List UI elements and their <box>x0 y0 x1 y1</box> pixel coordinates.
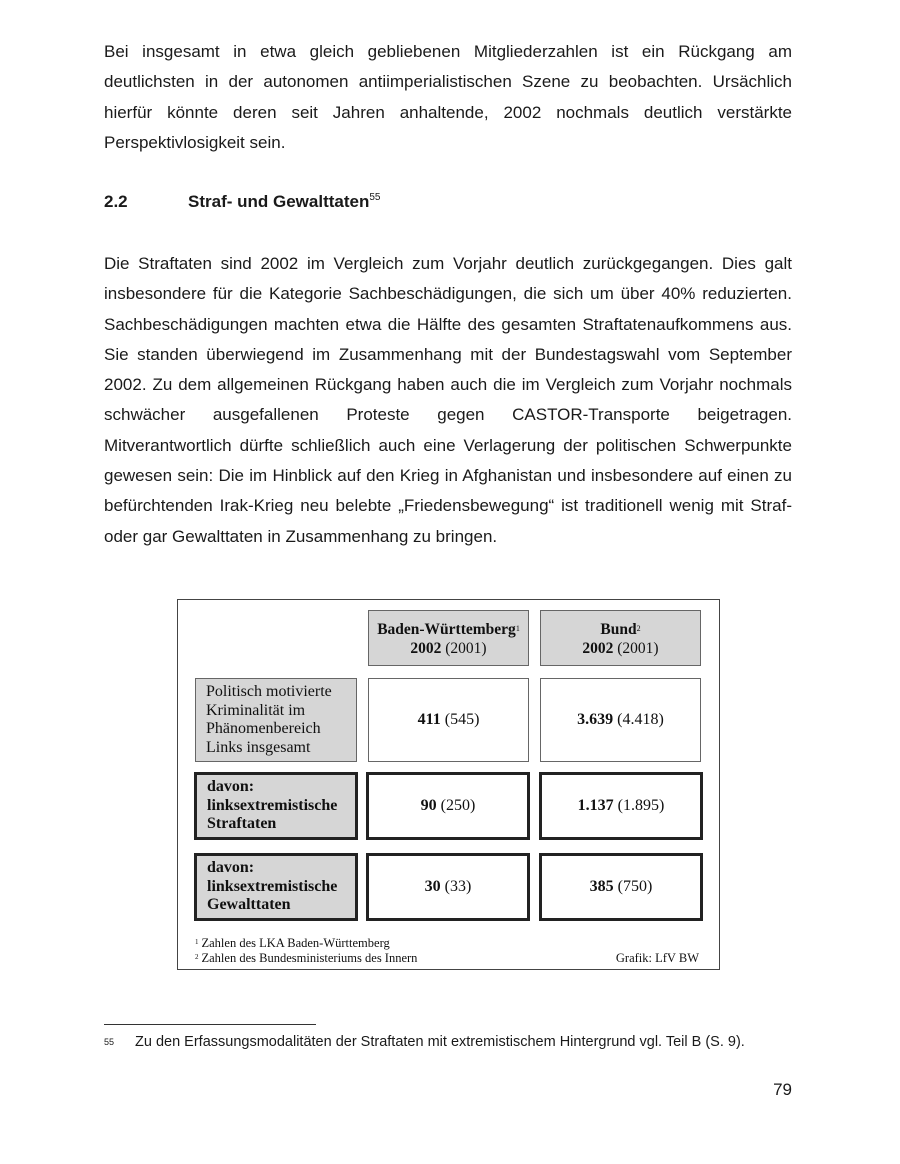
cell-bw-straftaten <box>366 772 530 840</box>
column-header-bund <box>540 610 701 666</box>
column-name: Baden-Württemberg <box>377 621 516 638</box>
row-label-line: Gewalttaten <box>207 896 291 913</box>
cell-bw-gewalttaten <box>366 853 530 921</box>
column-header-bw <box>368 610 529 666</box>
footnote-text: Zu den Erfassungsmodalitäten der Straftaten mit extremistischem Hintergrund vgl. Teil B (S. 9). <box>135 1034 745 1050</box>
row-label-total <box>195 678 357 762</box>
cell-value: 411 <box>417 711 441 728</box>
cell-bund-straftaten <box>539 772 703 840</box>
row-label-line: Kriminalität im <box>206 701 306 719</box>
column-year: 2002 <box>582 640 614 657</box>
figure-note <box>195 936 390 951</box>
crime-statistics-figure <box>177 599 720 970</box>
section-title: Straf- und Gewalttaten <box>188 192 370 211</box>
column-prev-year: (2001) <box>617 640 659 657</box>
cell-value: 30 <box>424 878 441 895</box>
row-label-line: davon: <box>207 778 255 795</box>
cell-prev: (33) <box>444 878 472 895</box>
figure-note <box>195 951 417 966</box>
cell-value: 1.137 <box>577 797 614 814</box>
figure-note-text: Zahlen des Bundesministeriums des Innern <box>201 951 418 965</box>
cell-prev: (750) <box>617 878 653 895</box>
row-label-line: linksextremistische <box>207 796 338 814</box>
cell-value: 385 <box>589 878 614 895</box>
row-label-line: Phänomenbereich <box>206 720 321 737</box>
row-label-line: Straftaten <box>207 815 277 832</box>
cell-bund-total <box>540 678 701 762</box>
section-number: 2.2 <box>104 192 128 211</box>
row-label-straftaten <box>194 772 358 840</box>
cell-value: 90 <box>420 797 437 814</box>
intro-paragraph: Bei insgesamt in etwa gleich gebliebenen Mitgliederzahlen ist ein Rückgang am deutlichsten in der autonomen antiimperialistischen Szene zu beobachten. Ursächlich hierfür könnte deren seit Jahren anhaltende, 2002 nochmals deutlich verstärkte Perspektivlosigkeit sein. <box>104 42 792 152</box>
row-label-line: Politisch motivierte <box>206 683 332 700</box>
column-year: 2002 <box>410 640 442 657</box>
row-label-line: linksextremistische <box>207 877 338 895</box>
figure-note-mark: 2 <box>195 953 199 961</box>
figure-credit: Grafik: LfV BW <box>615 951 699 965</box>
row-label-gewalttaten <box>194 853 358 921</box>
section-heading <box>104 190 380 214</box>
cell-prev: (250) <box>440 797 476 814</box>
column-sup: 1 <box>515 624 520 633</box>
cell-prev: (4.418) <box>617 711 664 728</box>
column-sup: 2 <box>636 624 641 633</box>
figure-note-text: Zahlen des LKA Baden-Württemberg <box>201 936 390 950</box>
cell-bund-gewalttaten <box>539 853 703 921</box>
row-label-line: Links insgesamt <box>206 738 311 756</box>
cell-prev: (1.895) <box>617 797 665 814</box>
cell-bw-total <box>368 678 529 762</box>
cell-prev: (545) <box>444 711 480 728</box>
figure-note-mark: 1 <box>195 938 199 946</box>
cell-value: 3.639 <box>577 711 614 728</box>
row-label-line: davon: <box>207 859 255 876</box>
page-number: 79 <box>773 1080 792 1099</box>
footnote <box>104 1033 804 1051</box>
footnote-ref: 55 <box>369 192 381 203</box>
footnote-number: 55 <box>104 1037 115 1047</box>
body-paragraph: Die Straftaten sind 2002 im Vergleich zum Vorjahr deutlich zurückgegangen. Dies galt insbesondere für die Kategorie Sachbeschädigungen, die sich um über 40% reduzierten. Sachbeschädigungen machten etwa die Hälfte des gesamten Straftatenaufkommens aus. Sie standen überwiegend im Zusammenhang mit der Bundestagswahl vom September 2002. Zu dem allgemeinen Rückgang haben auch die im Vergleich zum Vorjahr nochmals schwächer ausgefallenen Proteste gegen CASTOR-Transporte beigetragen. Mitverantwortlich dürfte schließlich auch eine Verlagerung der politischen Schwerpunkte gewesen sein: Die im Hinblick auf den Krieg in Afghanistan und insbesondere auf einen zu befürchtenden Irak-Krieg neu belebte „Friedensbewegung“ ist traditionell wenig mit Straf- oder gar Gewalttaten in Zusammenhang zu bringen. <box>104 254 792 546</box>
column-name: Bund <box>600 621 637 638</box>
footnote-separator <box>104 1024 316 1025</box>
column-prev-year: (2001) <box>445 640 487 657</box>
